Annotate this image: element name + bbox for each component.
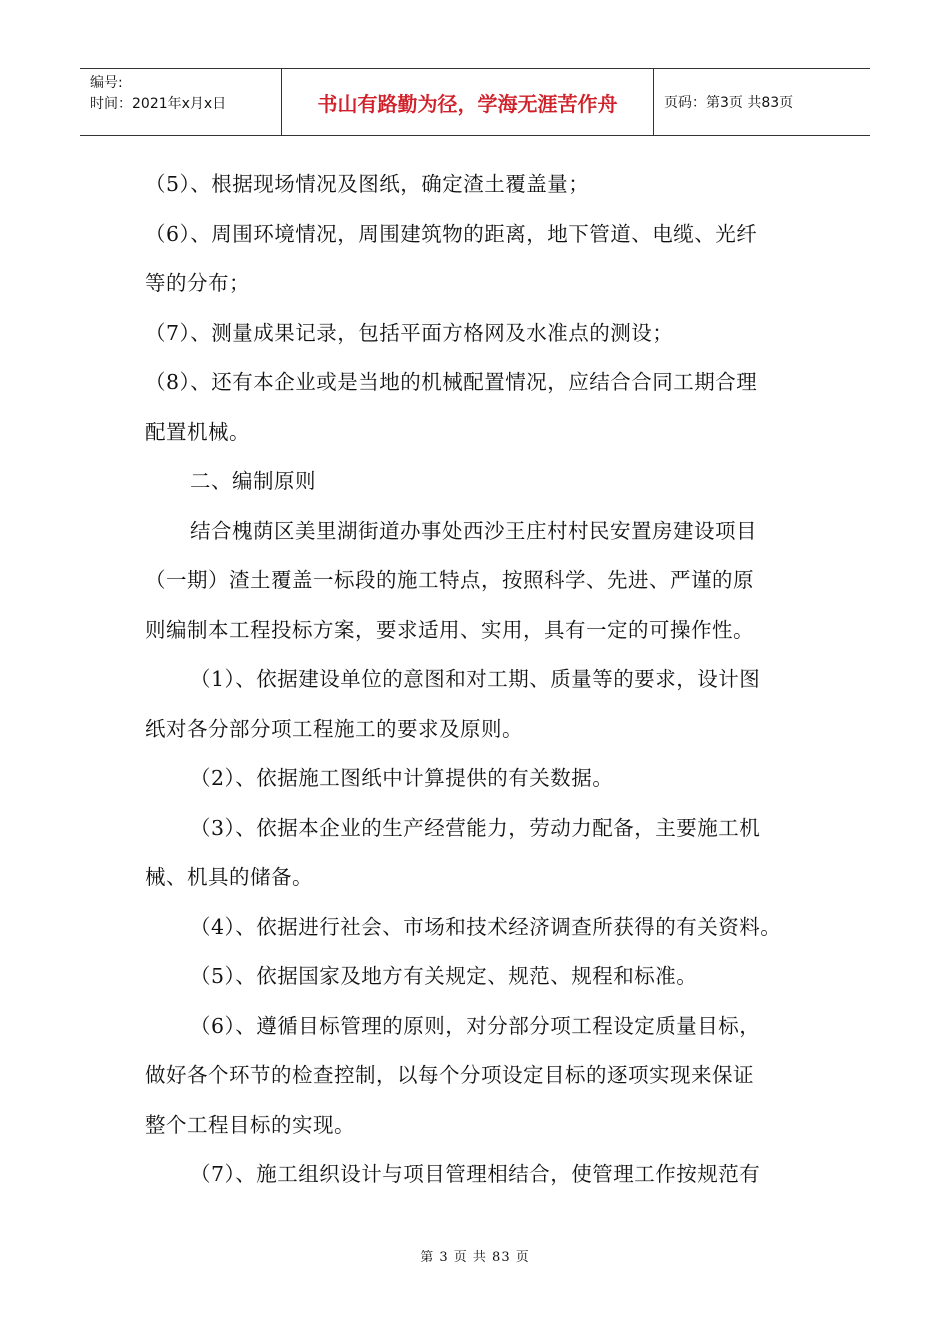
header-meta <box>80 69 282 135</box>
body-line: （3）、依据本企业的生产经营能力，劳动力配备，主要施工机 <box>190 815 761 840</box>
header-date-label: 时间：2021年x月x日 <box>90 96 227 112</box>
body-line: （5）、依据国家及地方有关规定、规范、规程和标准。 <box>190 964 698 988</box>
body-line: （7）、施工组织设计与项目管理相结合，使管理工作按规范有 <box>190 1162 761 1186</box>
body-line: （7）、测量成果记录，包括平面方格网及水准点的测设； <box>145 320 674 345</box>
body-line: （6）、遵循目标管理的原则，对分部分项工程设定质量目标， <box>190 1013 761 1038</box>
body-line: （5）、根据现场情况及图纸，确定渣土覆盖量； <box>145 172 590 196</box>
body-line: （1）、依据建设单位的意图和对工期、质量等的要求，设计图 <box>190 667 761 691</box>
body-line: 结合槐荫区美里湖街道办事处西沙王庄村村民安置房建设项目 <box>190 518 757 543</box>
body-line: 纸对各分部分项工程施工的要求及原则。 <box>145 716 523 741</box>
body-line: （4）、依据进行社会、市场和技术经济调查所获得的有关资料。 <box>190 914 782 939</box>
body-line: 械、机具的储备。 <box>145 865 313 889</box>
body-line: 则编制本工程投标方案，要求适用、实用，具有一定的可操作性。 <box>145 617 754 642</box>
body-line: （2）、依据施工图纸中计算提供的有关数据。 <box>190 766 614 790</box>
header-number-label: 编号: <box>90 75 123 91</box>
body-line: （8）、还有本企业或是当地的机械配置情况，应结合合同工期合理 <box>145 370 758 394</box>
body-line: （一期）渣土覆盖一标段的施工特点，按照科学、先进、严谨的原 <box>145 568 754 592</box>
body-line: 等的分布； <box>145 271 250 295</box>
body-line: 做好各个环节的检查控制，以每个分项设定目标的逐项实现来保证 <box>145 1063 754 1087</box>
header-motto: 书山有路勤为径，学海无涯苦作舟 <box>282 69 654 135</box>
header-page-info: 页码：第3页 共83页 <box>664 95 794 111</box>
body-line: （6）、周围环境情况，周围建筑物的距离，地下管道、电缆、光纤 <box>145 221 758 246</box>
body-line: 整个工程目标的实现。 <box>145 1112 355 1137</box>
document-body <box>145 160 810 1200</box>
body-line: 配置机械。 <box>145 419 250 444</box>
page-footer: 第 3 页 共 83 页 <box>420 1250 530 1265</box>
section-heading: 二、编制原则 <box>190 469 316 493</box>
document-header <box>80 68 870 136</box>
